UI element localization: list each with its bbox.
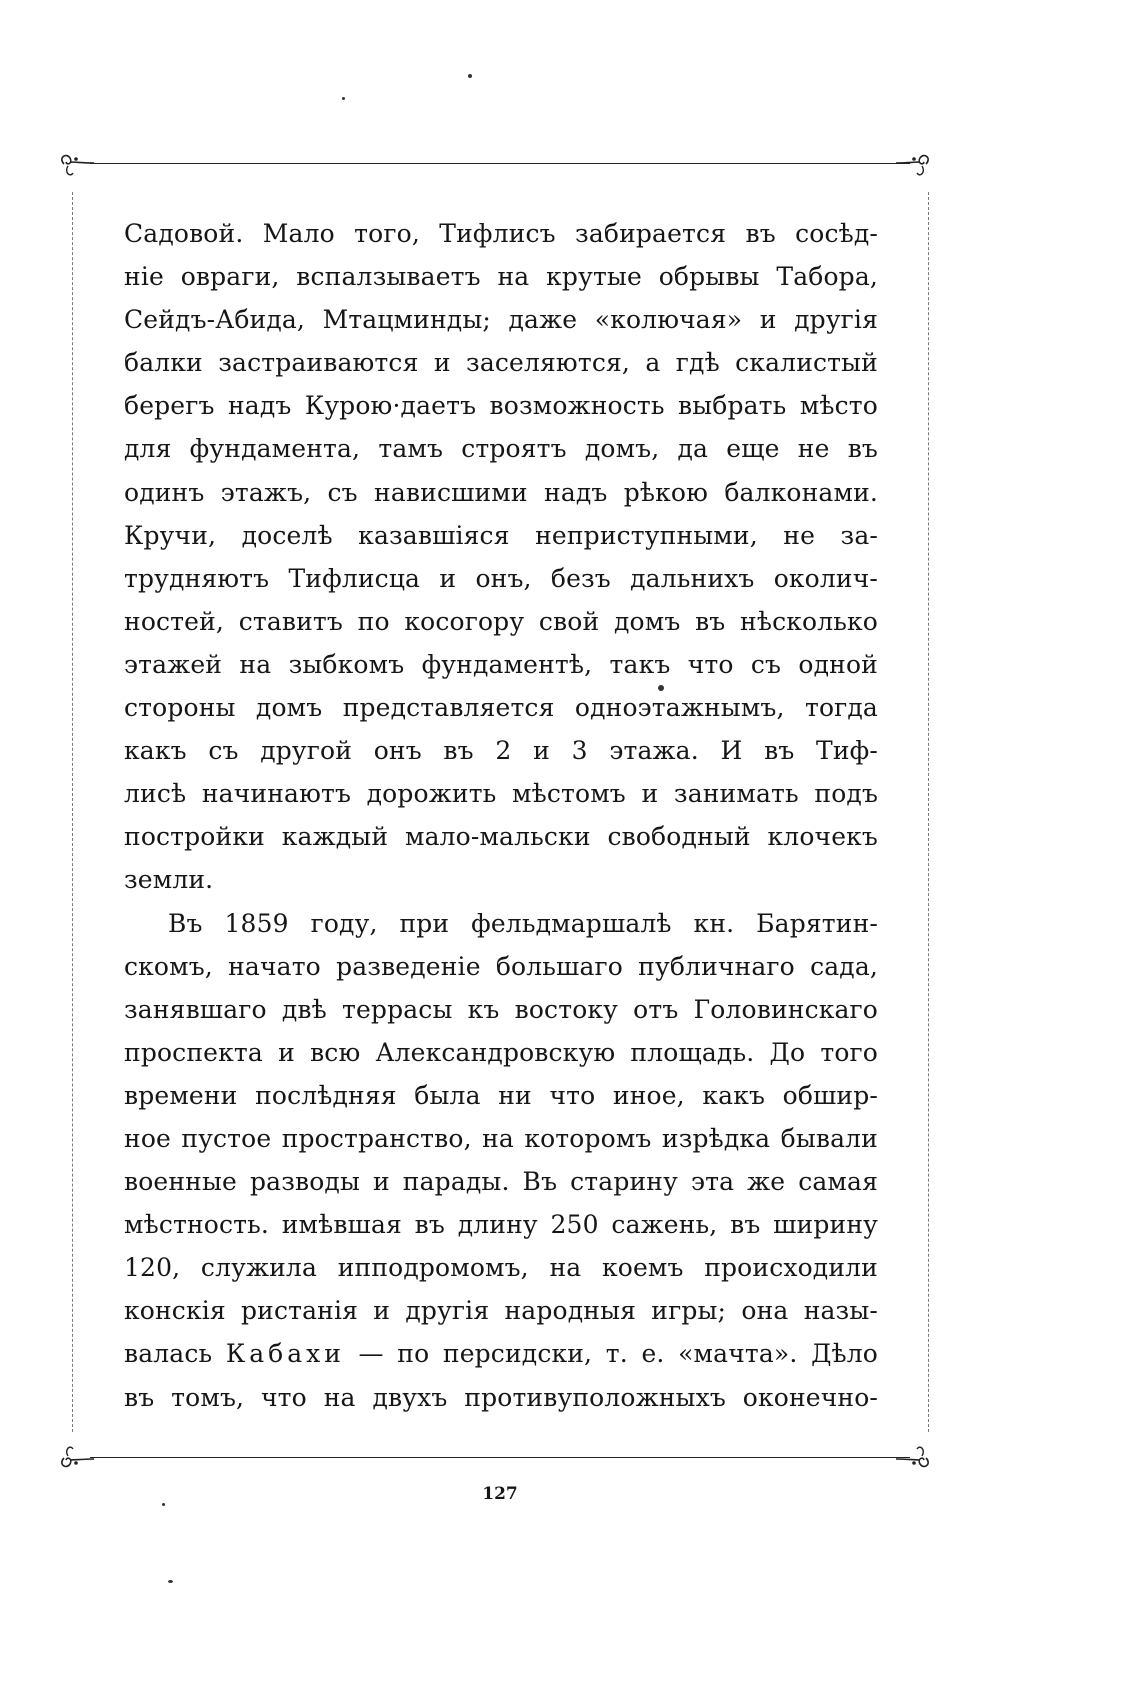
text-segment: валась (124, 1339, 226, 1369)
text-line: занявшаго двѣ террасы къ востоку отъ Головинскаго (124, 994, 878, 1024)
text-line: ное пустое пространство, на которомъ изрѣдка бывали (124, 1123, 878, 1153)
print-speck (342, 97, 345, 100)
text-line: времени послѣдняя была ни что иное, какъ обшир- (124, 1080, 878, 1110)
text-line: одинъ этажъ, съ нависшими надъ рѣкою балконами. (124, 477, 878, 507)
page-body-text (124, 212, 878, 1419)
text-line: Кручи, доселѣ казавшiяся неприступными, не за- (124, 520, 878, 550)
print-speck (468, 74, 472, 78)
left-border-line (72, 192, 73, 1432)
text-line: военные разводы и парады. Въ старину эта же самая (124, 1167, 878, 1197)
text-line: лисѣ начинаютъ дорожить мѣстомъ и занимать подъ (124, 779, 878, 809)
spaced-emphasis-word: Кабахи (225, 1339, 345, 1369)
bottom-ornamental-rule (90, 1457, 910, 1458)
top-ornamental-rule (90, 163, 910, 164)
print-speck (162, 1503, 165, 1506)
text-segment: — по персидски, т. е. «мачта». Дѣло (344, 1339, 879, 1369)
text-line: въ томъ, что на двухъ противуположныхъ оконечно- (124, 1382, 878, 1412)
right-border-line (928, 192, 929, 1432)
text-line: Садовой. Мало того, Тифлисъ забирается въ сосѣд- (124, 219, 878, 248)
text-line: 120, служила ипподромомъ, на коемъ происходили (124, 1253, 878, 1283)
text-line: этажей на зыбкомъ фундаментѣ, такъ что съ одной (124, 649, 878, 679)
text-line: трудняютъ Тифлисца и онъ, безъ дальнихъ околич- (124, 563, 878, 593)
text-line: земли. (124, 865, 214, 895)
text-line: постройки каждый мало-мальски свободный клочекъ (124, 822, 878, 852)
text-line: какъ съ другой онъ въ 2 и 3 этажа. И въ Тиф- (124, 736, 878, 766)
text-line: мѣстность. имѣвшая въ длину 250 сажень, въ ширину (124, 1210, 878, 1240)
text-line: конскiя ристанiя и другiя народныя игры; она назы- (124, 1296, 878, 1326)
corner-flourish-icon (56, 144, 96, 184)
text-line: балки застраиваются и заселяются, а гдѣ скалистый (124, 348, 878, 378)
text-line: стороны домъ представляется одноэтажнымъ, тогда (124, 693, 878, 723)
paragraph-first-line: Въ 1859 году, при фельдмаршалѣ кн. Барятин- (168, 908, 878, 938)
corner-flourish-icon (56, 1438, 96, 1478)
corner-flourish-icon (894, 1438, 934, 1478)
text-line: Сейдъ-Абида, Мтацминды; даже «колючая» и другiя (124, 305, 878, 335)
corner-flourish-icon (894, 144, 934, 184)
text-line: нiе овраги, вспалзываетъ на крутые обрывы Табора, (124, 262, 878, 292)
text-line: скомъ, начато разведенiе большаго публичнаго сада, (124, 951, 878, 981)
text-line-with-emphasis (124, 1332, 878, 1375)
page-number: 127 (482, 1484, 518, 1504)
text-line: проспекта и всю Александровскую площадь. До того (124, 1037, 878, 1067)
text-line: берегъ надъ Курою·даетъ возможность выбрать мѣсто (124, 391, 878, 421)
print-speck (168, 1580, 173, 1583)
text-line: ностей, ставитъ по косогору свой домъ въ нѣсколько (124, 606, 878, 636)
text-line: для фундамента, тамъ строятъ домъ, да еще не въ (124, 434, 878, 464)
print-speck (658, 685, 664, 691)
